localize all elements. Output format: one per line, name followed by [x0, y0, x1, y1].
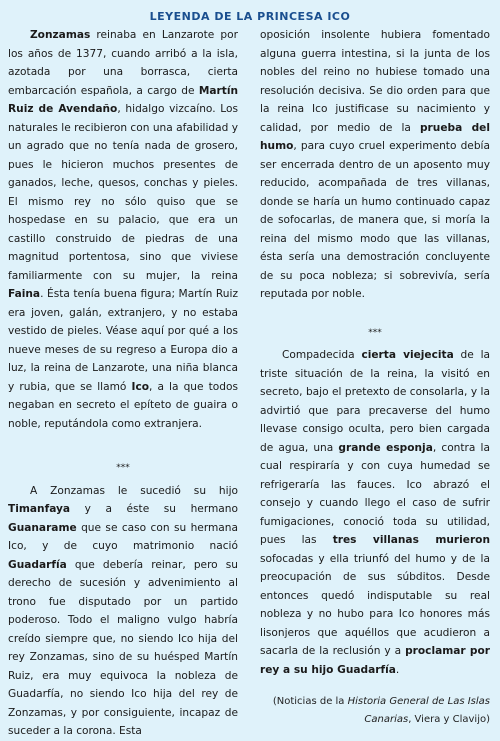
- right-column: [260, 26, 490, 729]
- text-run: reinaba en Lanzarote por los años de 1377, cuando arribó a la isla, azotada por una borrasca, cierta embarcación española, a cargo de: [8, 29, 238, 97]
- source-note: [260, 693, 490, 729]
- text-run: . Ésta tenía buena figura; Martín Ruiz era joven, galán, extranjero, y no estaba vestido de pieles. Véase aquí por qué a los nueve meses de su regreso a Europa dio a luz, la reina de Lanzarote, una niña blanca y rubia, que se llamó: [8, 288, 238, 393]
- left-column: [8, 26, 238, 741]
- bold-text: Guadarfía: [8, 558, 67, 571]
- text-run: sofocadas y ella triunfó del humo y de la preocupación de sus súbditos. Desde entonces quedó indisputable su real nobleza y no hubo para Ico honores más lisonjeros que aquéllos que acudieron a sacarla de la reclusión y a: [260, 552, 490, 657]
- text-run: Compadecida: [282, 349, 362, 361]
- bold-text: Ico: [131, 380, 149, 393]
- paragraph: [8, 26, 238, 433]
- text-run: .: [395, 663, 400, 676]
- section-separator: ***: [116, 463, 130, 473]
- bold-text: Martín Ruiz de Avendaño: [8, 84, 238, 115]
- bold-text: Guanarame: [8, 521, 77, 534]
- text-run: (Noticias de la: [272, 696, 348, 707]
- section-separator: ***: [368, 327, 382, 338]
- text-run: A Zonzamas le sucedió su hijo: [30, 484, 238, 497]
- paragraph: [8, 482, 238, 741]
- text-run: , Viera y Clavijo): [408, 714, 490, 725]
- text-run: que debería reinar, pero su derecho de sucesión y advenimiento al trono fue disputado por un partido poderoso. Todo el maligno vulgo habría creído siempre que, no siendo Ico hija del rey Zonzamas, sino de su huésped Martín Ruiz, era muy equivoca la nobleza de Guadarfía, no siendo Ico hija del rey de Zonzamas, y por consiguiente, incapaz de suceder a la corona. Esta: [8, 558, 238, 737]
- bold-text: proclamar por rey a su hijo Guadarfía: [260, 645, 490, 676]
- text-run: y a éste su hermano: [70, 503, 238, 515]
- paragraph: [260, 26, 490, 304]
- bold-text: Faina: [8, 288, 41, 300]
- bold-text: grande esponja: [338, 441, 433, 454]
- text-run: , contra la cual respiraría y con cuya humedad se refrigeraría las fauces. Ico abrazó el consejo y cuando llego el caso de sufrir fumigaciones, conoció toda su utilidad, pues las: [260, 441, 490, 546]
- text-run: oposición insolente hubiera fomentado alguna guerra intestina, si la junta de los nobles del reino no hubiese tomado una resolución decisiva. Se dio orden para que la reina Ico justificase su nacimiento y calidad, por medio de la: [260, 29, 490, 134]
- text-run: , hidalgo vizcaíno. Los naturales le recibieron con una afabilidad y un agrado que no tenía nada de grosero, pues le hicieron muchos presentes de ganados, leche, quesos, conchas y pieles. El mismo rey no sólo quiso que se hospedase en su palacio, que era un castillo construido de piedras de una magnitud portentosa, sino que viviese familiarmente con su mujer, la reina: [8, 103, 238, 282]
- text-run: de la triste situación de la reina, la visitó en secreto, bajo el pretexto de consolarla, y la advirtió que para precaverse del humo llevase consigo oculta, pero bien cargada de agua, una: [260, 349, 490, 454]
- bold-text: prueba del humo: [260, 121, 490, 152]
- paragraph: [260, 346, 490, 679]
- page-title: LEYENDA DE LA PRINCESA ICO: [149, 10, 351, 23]
- bold-text: cierta viejecita: [361, 349, 454, 361]
- italic-text: Historia General de Las Islas Canarias: [347, 696, 490, 725]
- text-run: , para cuyo cruel experimento debía ser encerrada dentro de un aposento muy reducido, acompañada de tres villanas, donde se haría un humo continuado capaz de sofocarlas, de manera que, si moría la reina del mismo modo que las villanas, ésta sería una demostración concluyente de su poca nobleza; si sobrevivía, sería reputada por noble.: [260, 140, 490, 300]
- bold-text: Zonzamas: [30, 29, 91, 41]
- bold-text: tres villanas murieron: [332, 534, 490, 546]
- text-run: que se caso con su hermana Ico, y de cuyo matrimonio nació: [8, 521, 238, 552]
- text-run: , a la que todos negaban en secreto el epíteto de guaira o noble, reputándola como extranjera.: [8, 380, 238, 430]
- bold-text: Timanfaya: [8, 503, 71, 515]
